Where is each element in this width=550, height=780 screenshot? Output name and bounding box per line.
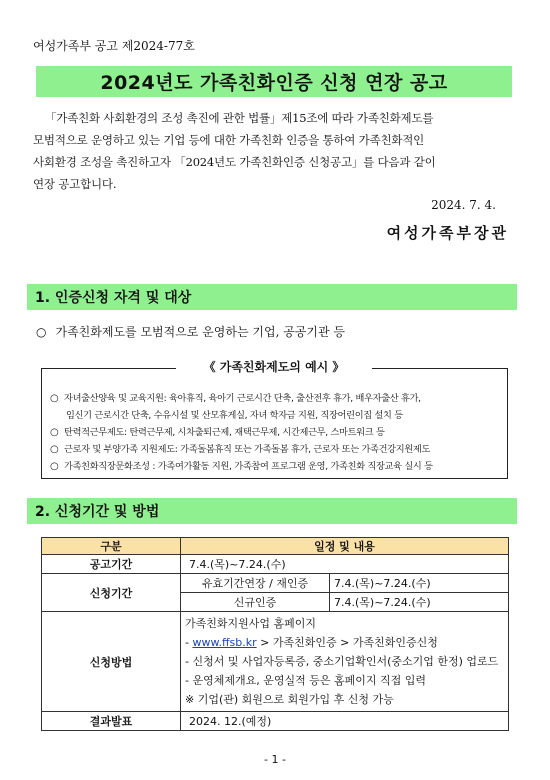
method-cell	[181, 612, 509, 712]
examples-title: 《 가족친화제도의 예시 》	[176, 358, 372, 375]
table-row	[42, 555, 509, 574]
section2-heading: 2. 신청기간 및 방법	[27, 498, 517, 524]
intro-paragraph	[33, 107, 514, 195]
examples-list	[50, 390, 502, 475]
method-line	[185, 633, 504, 652]
issuer: 여성가족부장관	[386, 224, 509, 242]
apply-type: 유효기간연장 / 재인증	[181, 574, 330, 593]
intro-line: 「가족친화 사회환경의 조성 촉진에 관한 법률」제15조에 따라 가족친화제도를	[45, 111, 434, 125]
circle-bullet-icon: ○	[50, 444, 59, 455]
table-header-row	[42, 538, 509, 555]
apply-period: 7.4.(목)~7.24.(수)	[330, 593, 509, 612]
table-row	[42, 574, 509, 593]
circle-bullet-icon: ○	[50, 461, 59, 472]
intro-line: 연장 공고합니다.	[33, 177, 117, 191]
table-row	[42, 612, 509, 712]
example-text: 가족친화직장문화조성 : 가족여가활동 지원, 가족참여 프로그램 운영, 가족친화 직장교육 실시 등	[64, 461, 433, 472]
circle-bullet-icon: ○	[36, 325, 47, 339]
notice-number: 여성가족부 공고 제2024-77호	[33, 39, 195, 53]
example-text: 자녀출산양육 및 교육지원: 육아휴직, 육아기 근로시간 단축, 출산전후 휴가, 배우자출산 휴가,	[64, 393, 421, 404]
result-value: 2024. 12.(예정)	[181, 712, 509, 731]
schedule-table	[41, 537, 509, 731]
example-item	[50, 441, 502, 458]
apply-type: 신규인증	[181, 593, 330, 612]
page-title: 2024년도 가족친화인증 신청 연장 공고	[36, 66, 512, 97]
example-item	[50, 458, 502, 475]
circle-bullet-icon: ○	[50, 393, 59, 404]
apply-period: 7.4.(목)~7.24.(수)	[330, 574, 509, 593]
eligibility-bullet	[36, 323, 345, 340]
page-number: - 1 -	[264, 753, 286, 766]
example-text: 근로자 및 부양가족 지원제도: 가족돌봄휴직 또는 가족돌봄 휴가, 근로자 또는 가족건강지원제도	[64, 444, 431, 455]
section1-heading: 1. 인증신청 자격 및 대상	[27, 284, 517, 310]
example-item-continued	[50, 407, 502, 424]
homepage-link[interactable]: www.ffsb.kr	[192, 636, 257, 649]
method-line: - 신청서 및 사업자등록증, 중소기업확인서(중소기업 한정) 업로드	[185, 655, 499, 668]
notice-date: 2024. 7. 4.	[431, 198, 496, 212]
table-header-details: 일정 및 내용	[181, 538, 509, 555]
intro-line: 사회환경 조성을 촉진하고자 「2024년도 가족친화인증 신청공고」를 다음과 같이	[33, 155, 436, 169]
result-label: 결과발표	[42, 712, 181, 731]
method-label: 신청방법	[42, 612, 181, 712]
method-path: > 가족친화인증 > 가족친화인증신청	[256, 636, 438, 649]
method-line: - 운영체제개요, 운영실적 등은 홈페이지 직접 입력	[185, 674, 426, 687]
apply-period-label: 신청기간	[42, 574, 181, 612]
table-header-category: 구분	[42, 538, 181, 555]
example-text: 탄력적근무제도: 탄력근무제, 시차출퇴근제, 재택근무제, 시간제근무, 스마트워크 등	[64, 427, 385, 438]
intro-line: 모범적으로 운영하고 있는 기업 등에 대한 가족친화 인증을 통하여 가족친화적인	[33, 133, 425, 147]
method-line: ※ 기업(관) 회원으로 회원가입 후 신청 가능	[185, 693, 394, 706]
eligibility-text: 가족친화제도를 모범적으로 운영하는 기업, 공공기관 등	[55, 325, 345, 339]
notice-period-value: 7.4.(목)~7.24.(수)	[181, 555, 509, 574]
method-line: 가족친화지원사업 홈페이지	[185, 617, 317, 630]
example-item	[50, 390, 502, 407]
circle-bullet-icon: ○	[50, 427, 59, 438]
example-text: 임신기 근로시간 단축, 수유시설 및 산모휴게실, 자녀 학자금 지원, 직장어린이집 설치 등	[66, 410, 403, 421]
example-item	[50, 424, 502, 441]
table-row	[42, 712, 509, 731]
notice-period-label: 공고기간	[42, 555, 181, 574]
dash: -	[185, 636, 193, 649]
